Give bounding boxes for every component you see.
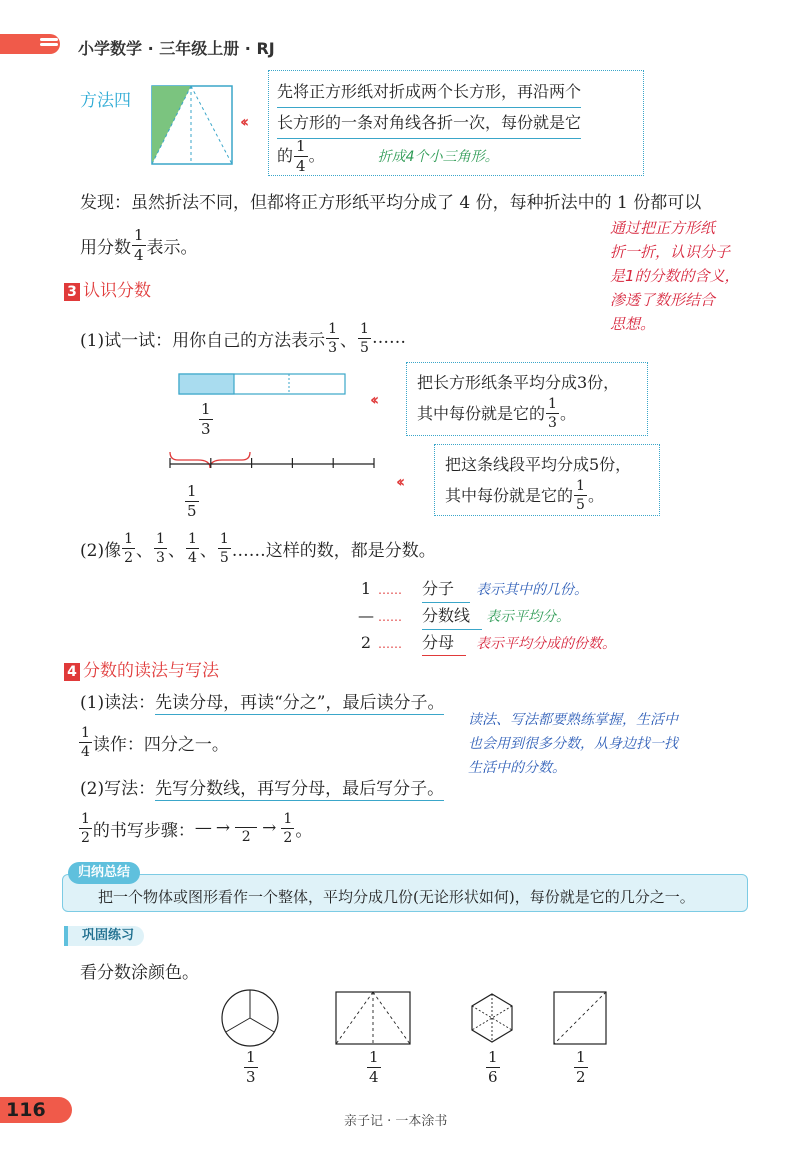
like-fraction-fifth: $\frac{1}{5}$ <box>219 530 229 566</box>
method4-explanation-box <box>268 70 644 176</box>
section3-number: 3 <box>64 283 80 301</box>
method4-line1: 先将正方形纸对折成两个长方形，再沿两个 <box>277 77 581 108</box>
practice-rectangle-fraction: $\frac{1}{4}$ <box>369 1048 379 1086</box>
section3-heading <box>64 276 151 301</box>
practice-circle-fraction: $\frac{1}{3}$ <box>246 1048 256 1086</box>
method4-arrow-icon: ‹‹ <box>240 112 246 131</box>
method4-line3: 的 $\frac{1}{4}$ 。 <box>277 137 325 175</box>
like-fraction-third: $\frac{1}{3}$ <box>156 530 165 566</box>
reading-rule-line: (1)读法：先读分母，再读“分之”，最后读分子。 <box>80 693 445 713</box>
section4-title: 分数的读法与写法 <box>83 661 219 681</box>
line-segment-fraction: $\frac{1}{5}$ <box>187 482 197 520</box>
discovery-line2: 用分数 $\frac{1}{4}$ 表示。 <box>80 225 198 264</box>
practice-hexagon-fraction: $\frac{1}{6}$ <box>488 1048 498 1086</box>
summary-badge: 归纳总结 <box>68 862 140 884</box>
practice-badge: 巩固练习 <box>64 926 144 946</box>
fraction-part-numerator: 1 …… 分子 表示其中的几份。 <box>354 576 616 603</box>
discovery-line1: 发现：虽然折法不同，但都将正方形纸平均分成了 4 份，每种折法中的 1 份都可以 <box>80 193 702 213</box>
writing-steps-line: $\frac{1}{2}$ 的书写步骤： — → 2 → $\frac{1}{2}$ 。 <box>81 810 313 846</box>
practice-instruction: 看分数涂颜色。 <box>80 963 199 983</box>
try-fraction-third: $\frac{1}{3}$ <box>328 320 338 356</box>
method4-label: 方法四 <box>80 91 131 111</box>
line-segment-diagram <box>166 452 378 482</box>
writing-steps-fraction: $\frac{1}{2}$ <box>81 810 90 846</box>
step1-line: — <box>194 818 212 838</box>
summary-text: 把一个物体或图形看作一个整体，平均分成几份(无论形状如何)，每份就是它的几分之一。 <box>98 888 695 906</box>
practice-circle[interactable] <box>222 990 278 1046</box>
like-line: (2)像 $\frac{1}{2}$ 、 $\frac{1}{3}$ 、 $\frac{1}{4}$ 、 $\frac{1}{5}$ ……这样的数，都是分数。 <box>80 530 436 566</box>
method4-fraction: $\frac{1}{4}$ <box>296 137 306 175</box>
practice-square-fraction: $\frac{1}{2}$ <box>576 1048 586 1086</box>
paper-strip-shaded <box>179 374 234 394</box>
paper-strip-fraction: $\frac{1}{3}$ <box>201 400 211 438</box>
section4-margin-note: 读法、写法都要熟练掌握，生活中 也会用到很多分数，从身边找一找 生活中的分数。 <box>468 712 678 776</box>
practice-hexagon[interactable] <box>472 994 512 1042</box>
fraction-part-line: — …… 分数线 表示平均分。 <box>354 603 616 630</box>
reading-example-line: $\frac{1}{4}$ 读作：四分之一。 <box>81 724 229 760</box>
section4-heading <box>64 656 219 681</box>
strip-arrow-icon: ‹‹ <box>370 390 376 409</box>
strip-box-fraction: $\frac{1}{3}$ <box>548 396 557 431</box>
method4-handwritten-note: 折成4个小三角形。 <box>377 149 499 165</box>
segment-explanation-box: 把这条线段平均分成5份， 其中每份就是它的 $\frac{1}{5}$ 。 <box>434 444 660 516</box>
try-fraction-fifth: $\frac{1}{5}$ <box>360 320 369 356</box>
fraction-part-denominator: 2 …… 分母 表示平均分成的份数。 <box>354 630 616 657</box>
page-number: 116 <box>6 1099 46 1121</box>
reading-example-fraction: $\frac{1}{4}$ <box>81 724 90 760</box>
section3-title: 认识分数 <box>83 281 151 301</box>
footer-brand: 亲子记 · 一本涂书 <box>344 1114 448 1129</box>
segment-arrow-icon: ‹‹ <box>396 472 402 491</box>
method4-line2: 长方形的一条对角线各折一次，每份就是它 <box>277 108 581 139</box>
practice-shapes <box>216 986 616 1052</box>
segment-box-fraction: $\frac{1}{5}$ <box>576 478 585 513</box>
like-fraction-quarter: $\frac{1}{4}$ <box>187 530 197 566</box>
discovery-fraction: $\frac{1}{4}$ <box>134 225 144 264</box>
practice-square[interactable] <box>554 992 606 1044</box>
paper-strip-diagram <box>178 372 348 396</box>
try-line: (1)试一试：用你自己的方法表示 $\frac{1}{3}$ 、 $\frac{1}{5}$ …… <box>80 320 406 356</box>
strip-explanation-box: 把长方形纸条平均分成3份， 其中每份就是它的 $\frac{1}{3}$ 。 <box>406 362 648 436</box>
step2-fraction: 2 <box>235 813 257 844</box>
method4-square-diagram <box>150 84 234 166</box>
fraction-parts-diagram <box>354 576 616 657</box>
discovery-margin-note: 通过把正方形纸 折一折，认识分子 是1的分数的含义， 渗透了数形结合 思想。 <box>610 219 740 333</box>
like-fraction-half: $\frac{1}{2}$ <box>124 530 134 566</box>
page-title: 小学数学 · 三年级上册 · RJ <box>78 39 275 58</box>
step3-fraction: $\frac{1}{2}$ <box>283 810 293 846</box>
header-tab-stripes <box>40 38 58 50</box>
section4-number: 4 <box>64 663 80 681</box>
practice-rectangle[interactable] <box>336 992 410 1044</box>
writing-rule-line: (2)写法：先写分数线，再写分母，最后写分子。 <box>80 779 445 799</box>
